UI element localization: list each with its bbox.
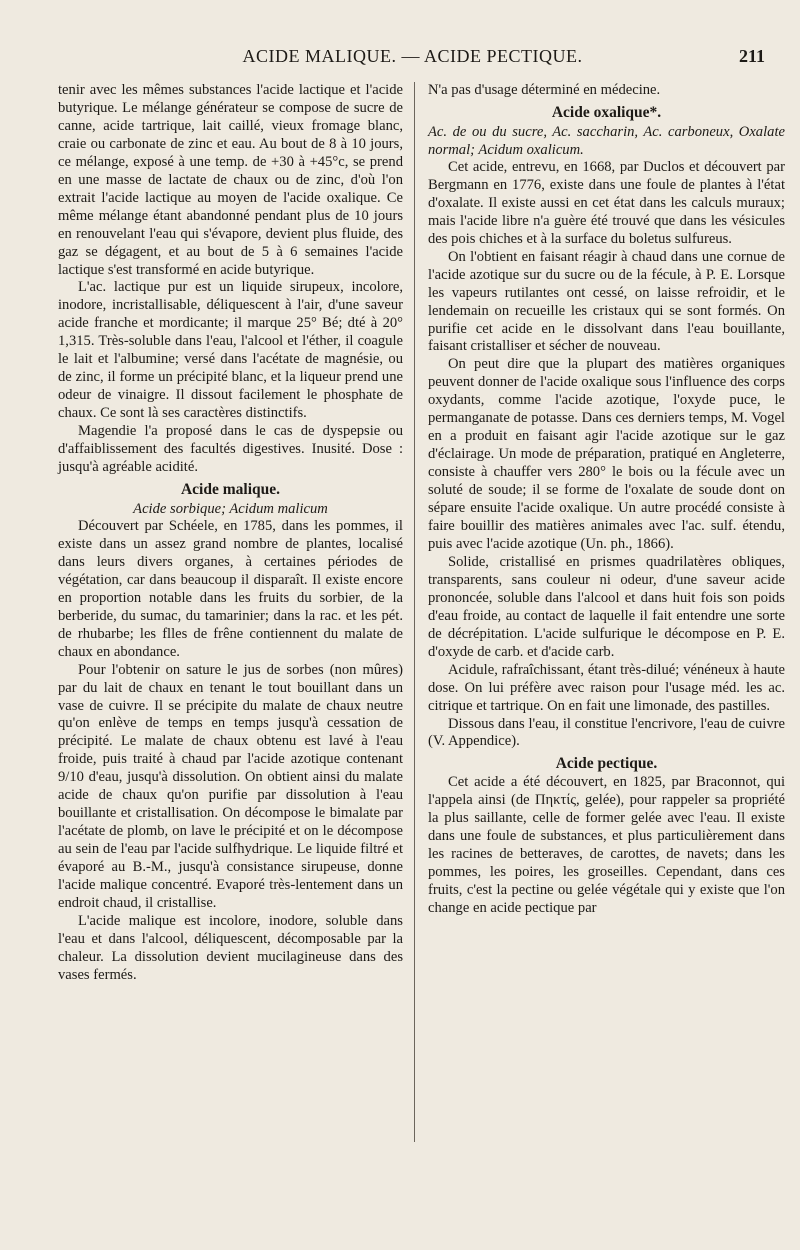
right-column (428, 82, 785, 918)
paragraph: Magendie l'a proposé dans le cas de dyspepsie ou d'affaiblissement des facultés digestives. Inusité. Dose : jusqu'à agréable acidité. (58, 423, 403, 476)
paragraph: Cet acide, entrevu, en 1668, par Duclos et découvert par Bergmann en 1776, existe dans une foule de plantes à l'état d'oxalate. Il existe aussi en cet état dans les calculs muraux; mais l'acide libre n'a guère été trouvé que dans les vésicules des pois chiches et à la surface du boletus sulfureus. (428, 158, 785, 247)
paragraph: N'a pas d'usage déterminé en médecine. (428, 82, 661, 98)
paragraph: Cet acide a été découvert, en 1825, par Braconnot, qui l'appela ainsi (de Πηκτίς, gelée), pour rappeler sa propriété la plus saillante, celle de former gelée avec l'eau. Il existe dans une foule de substances, et plus particulièrement dans les racines de betteraves, de carottes, de navets; dans les pommes, les poires, les groseilles. Cependant, dans ces fruits, c'est la pectine ou gelée végétale qui y existe que l'on change en acide pectique par (428, 774, 785, 917)
section-heading-acide-malique: Acide malique. (180, 480, 281, 498)
paragraph: tenir avec les mêmes substances l'acide lactique et l'acide butyrique. Le mélange générateur se compose de sucre de canne, acide tartrique, lait caillé, vieux fromage blanc, craie ou carbonate de zinc et eau. Au bout de 8 à 10 jours, ce mélange, exposé à une temp. de +30 à +45°c, se prend en une masse de lactate de chaux ou de zinc, d'où l'on extrait l'acide lactique au moyen de l'acide oxalique. Ce même mélange étant abandonné pendant plus de 10 jours en renouvelant l'eau qui s'évapore, devient plus fluide, des gaz se dégagent, et au bout de 5 à 6 semaines l'acide lactique s'est transformé en acide butyrique. (58, 82, 403, 278)
page-number: 211 (738, 46, 765, 66)
left-column (58, 82, 403, 985)
paragraph: Dissous dans l'eau, il constitue l'encrivore, l'eau de cuivre (V. Appendice). (428, 715, 785, 750)
paragraph: On l'obtient en faisant réagir à chaud dans une cornue de l'acide azotique sur du sucre ou de la fécule, à P. E. Lorsque les vapeurs rutilantes ont cessé, on laisse refroidir, et le lendemain on recueille les cristaux qui se sont formés. On purifie cet acide en le dissolvant dans l'eau bouillante, faisant cristalliser et sécher de nouveau. (428, 248, 785, 355)
column-divider (414, 82, 415, 1142)
paragraph: L'ac. lactique pur est un liquide sirupeux, incolore, inodore, incristallisable, déliquescent à l'air, d'une saveur acide franche et mordicante; il marque 25° Bé; dté à 20° 1,315. Très-soluble dans l'eau, l'alcool et l'éther, il coagule le lait et l'albumine; versé dans l'acétate de magnésie, ou de zinc, il forme un précipité blanc, et la liqueur prend une odeur de vinaigre. Il dissout facilement le phosphate de chaux. Ce sont là ses caractères distinctifs. (58, 279, 403, 422)
paragraph: Pour l'obtenir on sature le jus de sorbes (non mûres) par du lait de chaux en tenant le tout bouillant dans un vase de cuivre. Il se précipite du malate de chaux neutre qu'on enlève de temps en temps jusqu'à cessation de précipité. Le malate de chaux obtenu est lavé à l'eau froide, puis traité à chaud par l'acide azotique contenant 9/10 d'eau, jusqu'à dissolution. On obtient ainsi du malate acide de chaux qu'on purifie par dissolution à l'eau bouillante et cristallisation. On décompose le bimalate par l'acétate de plomb, on lave le précipité et on le décompose au sein de l'eau par l'acide sulfhydrique. Le liquide filtré et évaporé au B.-M., jusqu'à consistance sirupeuse, donne l'acide malique concentré. Evaporé très-lentement dans un endroit chaud, il cristallise. (58, 661, 403, 911)
paragraph: On peut dire que la plupart des matières organiques peuvent donner de l'acide oxalique sous l'influence des corps oxydants, comme l'acide azotique, l'oxyde puce, le permanganate de potasse. Dans ces derniers temps, M. Vogel en a produit en faisant agir l'acide azotique sur le gaz d'éclairage. Un mode de préparation, pratiqué en Angleterre, consiste à chauffer vers 280° le bois ou la fécule avec un soluté de soude; il se forme de l'oxalate de soude dont on sépare ensuite l'acide oxalique. Un autre procédé consiste à faire bouillir des matières animales avec l'ac. sulf. étendu, puis avec l'acide azotique (Un. ph., 1866). (428, 356, 785, 552)
page-header (60, 46, 765, 76)
running-title: ACIDE MALIQUE. — ACIDE PECTIQUE. (242, 46, 583, 66)
synonyms: Acide sorbique; Acidum malicum (133, 500, 328, 517)
paragraph: Solide, cristallisé en prismes quadrilatères obliques, transparents, sans couleur ni odeur, d'une saveur acide prononcée, soluble dans l'alcool et dans huit fois son poids d'eau froide, au contact de laquelle il fait entendre une sorte de décrépitation. L'acide sulfurique le décompose en P. E. d'oxyde de carb. et d'acide carb. (428, 553, 785, 660)
paragraph: Acidule, rafraîchissant, étant très-dilué; vénéneux à haute dose. On lui préfère avec raison pour l'usage méd. les ac. citrique et tartrique. On en fait une limonade, des pastilles. (428, 661, 785, 714)
section-heading-acide-pectique: Acide pectique. (555, 755, 658, 773)
paragraph: Découvert par Schéele, en 1785, dans les pommes, il existe dans un assez grand nombre de plantes, localisé dans leurs divers organes, à certaines périodes de végétation, car dans beaucoup il disparaît. Il existe encore en proportion notable dans les fruits du sorbier, de la berberide, du sumac, du tamarinier; dans la rac. et les pét. de rhubarbe; les flles de frêne contiennent du malate de chaux en abondance. (58, 517, 403, 660)
synonyms: Ac. de ou du sucre, Ac. saccharin, Ac. carboneux, Oxalate normal; Acidum oxalicum. (428, 123, 785, 158)
paragraph: L'acide malique est incolore, inodore, soluble dans l'eau et dans l'alcool, déliquescent, décomposable par la chaleur. La dissolution devient mucilagineuse dans des vases fermés. (58, 912, 403, 983)
section-heading-acide-oxalique: Acide oxalique*. (551, 103, 662, 121)
